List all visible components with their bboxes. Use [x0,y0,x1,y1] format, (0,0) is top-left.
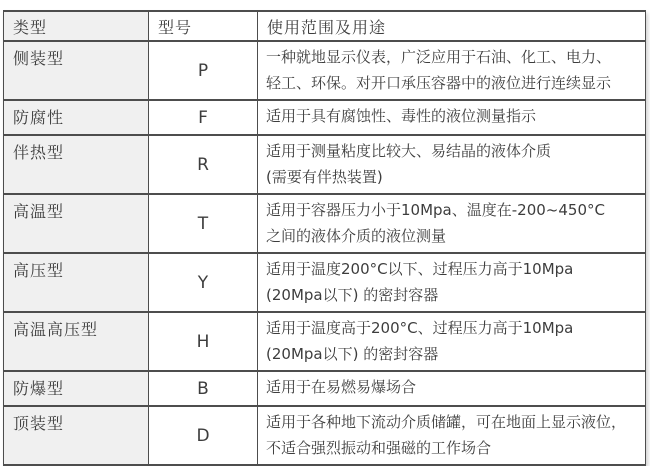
type-cell: 顶装型 [4,406,149,465]
model-cell: P [149,41,258,100]
table-row [4,406,646,465]
desc-cell [258,371,646,406]
desc-cell [258,406,646,465]
model-cell: Y [149,253,258,312]
table-row [4,135,646,194]
desc-cell [258,253,646,312]
desc-line: 适用于温度200°C以下、过程压力高于10Mpa [266,260,574,278]
type-cell: 高温型 [4,194,149,253]
desc-cell [258,41,646,100]
table-row [4,100,646,135]
desc-cell [258,194,646,253]
model-cell: R [149,135,258,194]
gauge-type-spec-table [3,10,646,466]
desc-line: (20Mpa以下) 的密封容器 [266,286,439,304]
type-cell: 高温高压型 [4,312,149,371]
table-row [4,253,646,312]
desc-cell [258,312,646,371]
desc-line: 不适合强烈振动和强磁的工作场合 [266,439,492,457]
desc-cell [258,100,646,135]
spec-table-container [3,10,645,466]
desc-line: 适用于容器压力小于10Mpa、温度在-200~450°C [266,201,605,219]
desc-line: 适用于在易燃易爆场合 [266,378,417,396]
model-cell: B [149,371,258,406]
table-row [4,41,646,100]
model-cell: F [149,100,258,135]
table-row [4,371,646,406]
desc-line: 适用于各种地下流动介质储罐，可在地面上显示液位， [266,413,627,431]
desc-line: (20Mpa以下) 的密封容器 [266,345,439,363]
desc-line: 一种就地显示仪表，广泛应用于石油、化工、电力、 [266,48,612,66]
desc-line: 轻工、环保。对开口承压容器中的液位进行连续显示 [266,74,612,92]
table-row [4,194,646,253]
desc-line: 之间的液体介质的液位测量 [266,227,447,245]
model-cell: T [149,194,258,253]
type-cell: 防爆型 [4,371,149,406]
column-header-2: 使用范围及用途 [258,11,646,41]
model-cell: D [149,406,258,465]
type-cell: 高压型 [4,253,149,312]
type-cell: 伴热型 [4,135,149,194]
desc-line: 适用于测量粘度比较大、易结晶的液体介质 [266,142,552,160]
desc-line: 适用于温度高于200°C、过程压力高于10Mpa [266,319,574,337]
table-row [4,312,646,371]
desc-line: 适用于具有腐蚀性、毒性的液位测量指示 [266,107,537,125]
model-cell: H [149,312,258,371]
desc-line: (需要有伴热装置) [266,168,383,186]
type-cell: 侧装型 [4,41,149,100]
desc-cell [258,135,646,194]
column-header-0: 类型 [4,11,149,41]
header-row [4,11,646,41]
column-header-1: 型号 [149,11,258,41]
type-cell: 防腐性 [4,100,149,135]
